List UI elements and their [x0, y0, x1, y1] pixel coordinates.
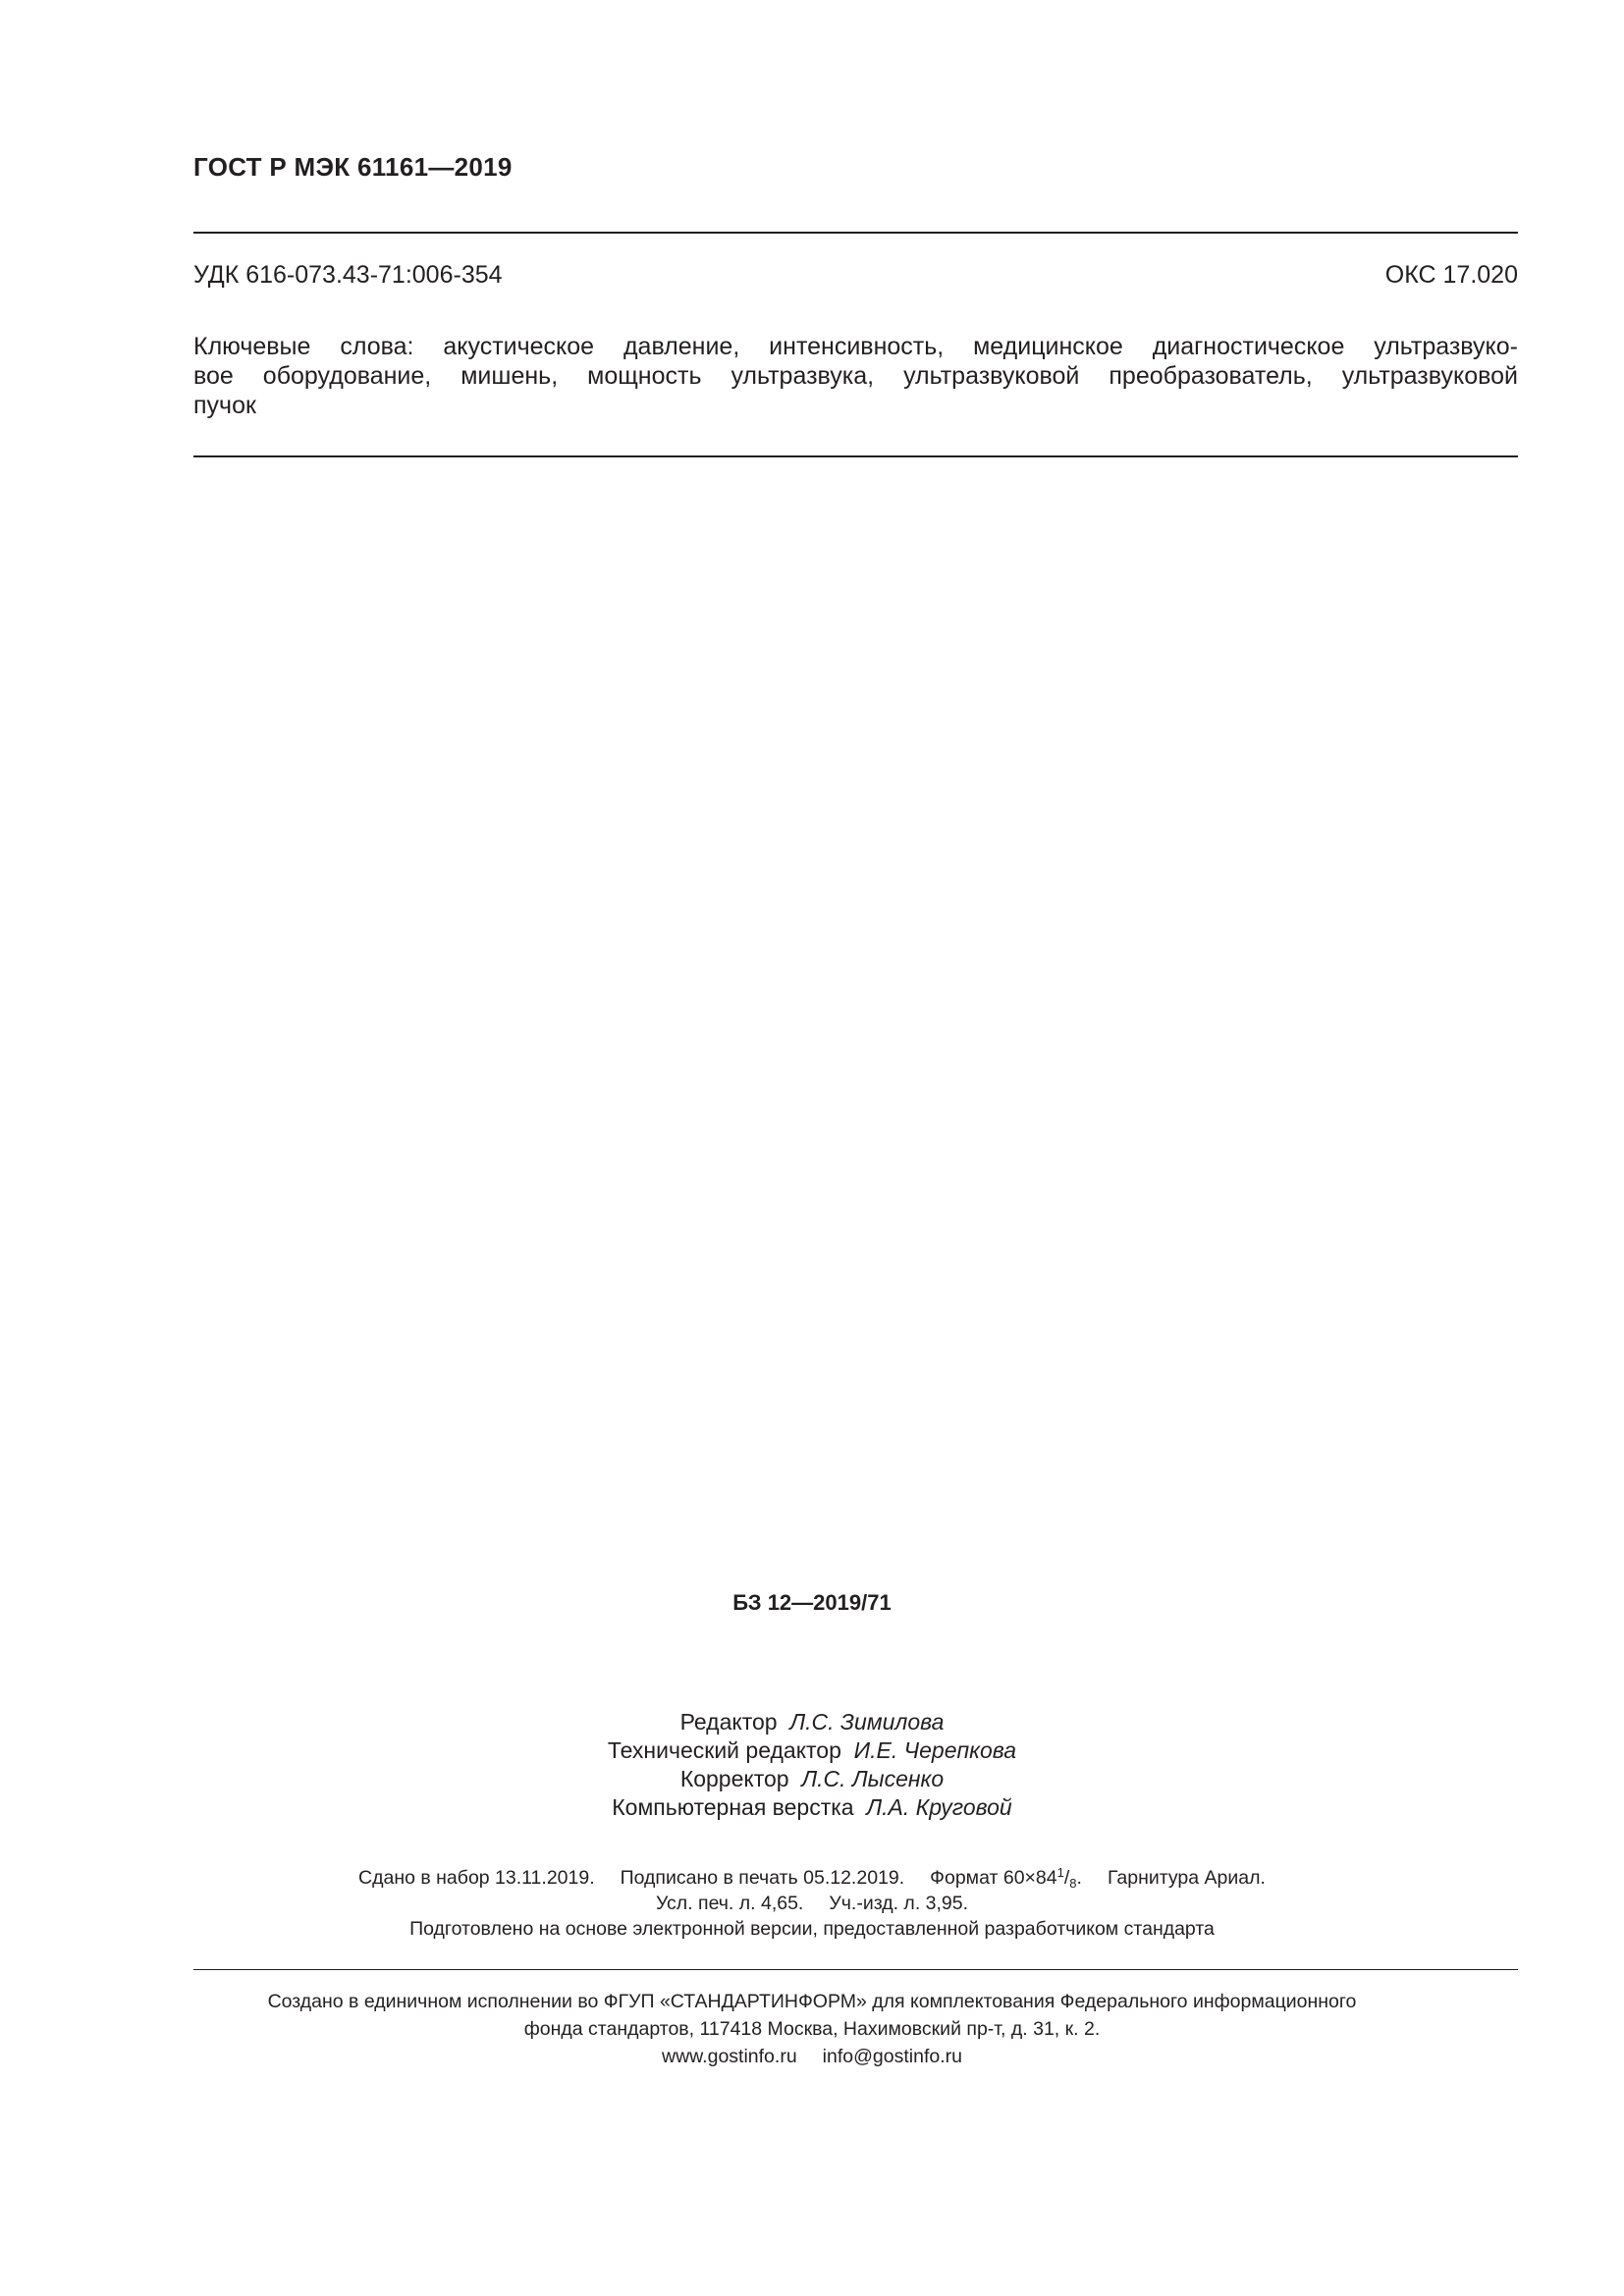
website-link[interactable]: www.gostinfo.ru	[662, 2046, 797, 2067]
credit-role: Корректор	[679, 1766, 789, 1791]
footer-line: Создано в единичном исполнении во ФГУП «СТАНДАРТИНФОРМ» для комплектования Федерального информационного	[267, 1991, 1357, 2012]
keywords-line: вое оборудование, мишень, мощность ультразвука, ультразвуковой преобразователь, ультразвуковой	[193, 362, 1518, 390]
keywords-block	[193, 332, 1518, 420]
credit-proofreader	[0, 1765, 1624, 1793]
footer-line: фонда стандартов, 117418 Москва, Нахимовский пр-т, д. 31, к. 2.	[523, 2018, 1101, 2040]
credit-person: И.Е. Черепкова	[853, 1737, 1017, 1763]
credit-technical-editor	[0, 1736, 1624, 1765]
credit-person: Л.С. Зимилова	[789, 1709, 945, 1735]
print-sheets: Усл. печ. л. 4,65.	[655, 1893, 804, 1914]
keywords-line: Ключевые слова: акустическое давление, интенсивность, медицинское диагностическое ультразвуко-	[193, 333, 1518, 360]
print-info	[0, 1865, 1624, 1942]
footer-divider	[193, 1969, 1518, 1970]
publisher-footer	[0, 1988, 1624, 2070]
paper-format: Формат $60\times 84^1/_8$.	[930, 1865, 1082, 1891]
credit-role: Редактор	[679, 1709, 778, 1735]
keywords-line: пучок	[193, 392, 256, 419]
bz-code: БЗ 12—2019/71	[732, 1590, 892, 1615]
top-divider	[193, 232, 1518, 234]
signed-date: Подписано в печать 05.12.2019.	[620, 1867, 905, 1889]
submitted-date: Сдано в набор 13.11.2019.	[358, 1867, 595, 1889]
credit-person: Л.С. Лысенко	[801, 1766, 945, 1791]
udc-code: УДК 616-073.43-71:006-354	[193, 261, 503, 289]
credit-person: Л.А. Круговой	[866, 1794, 1012, 1820]
credit-editor	[0, 1708, 1624, 1736]
email-link[interactable]: info@gostinfo.ru	[822, 2046, 962, 2067]
credit-role: Компьютерная верстка	[612, 1794, 854, 1820]
document-designation: ГОСТ Р МЭК 61161—2019	[193, 152, 513, 182]
typeface: Гарнитура Ариал.	[1107, 1867, 1266, 1889]
classification-row	[193, 261, 1518, 290]
keywords-divider	[193, 455, 1518, 457]
credit-role: Технический редактор	[607, 1737, 841, 1763]
credit-layout	[0, 1793, 1624, 1822]
print-info-line-1	[0, 1865, 1624, 1891]
oks-code: ОКС 17.020	[1384, 261, 1518, 289]
print-info-line-2	[0, 1891, 1624, 1916]
publishing-sheets: Уч.-изд. л. 3,95.	[829, 1893, 969, 1914]
editorial-credits	[0, 1708, 1624, 1822]
footer-contacts	[0, 2043, 1624, 2070]
prepared-note: Подготовлено на основе электронной версии, предоставленной разработчиком стандарта	[409, 1918, 1215, 1940]
